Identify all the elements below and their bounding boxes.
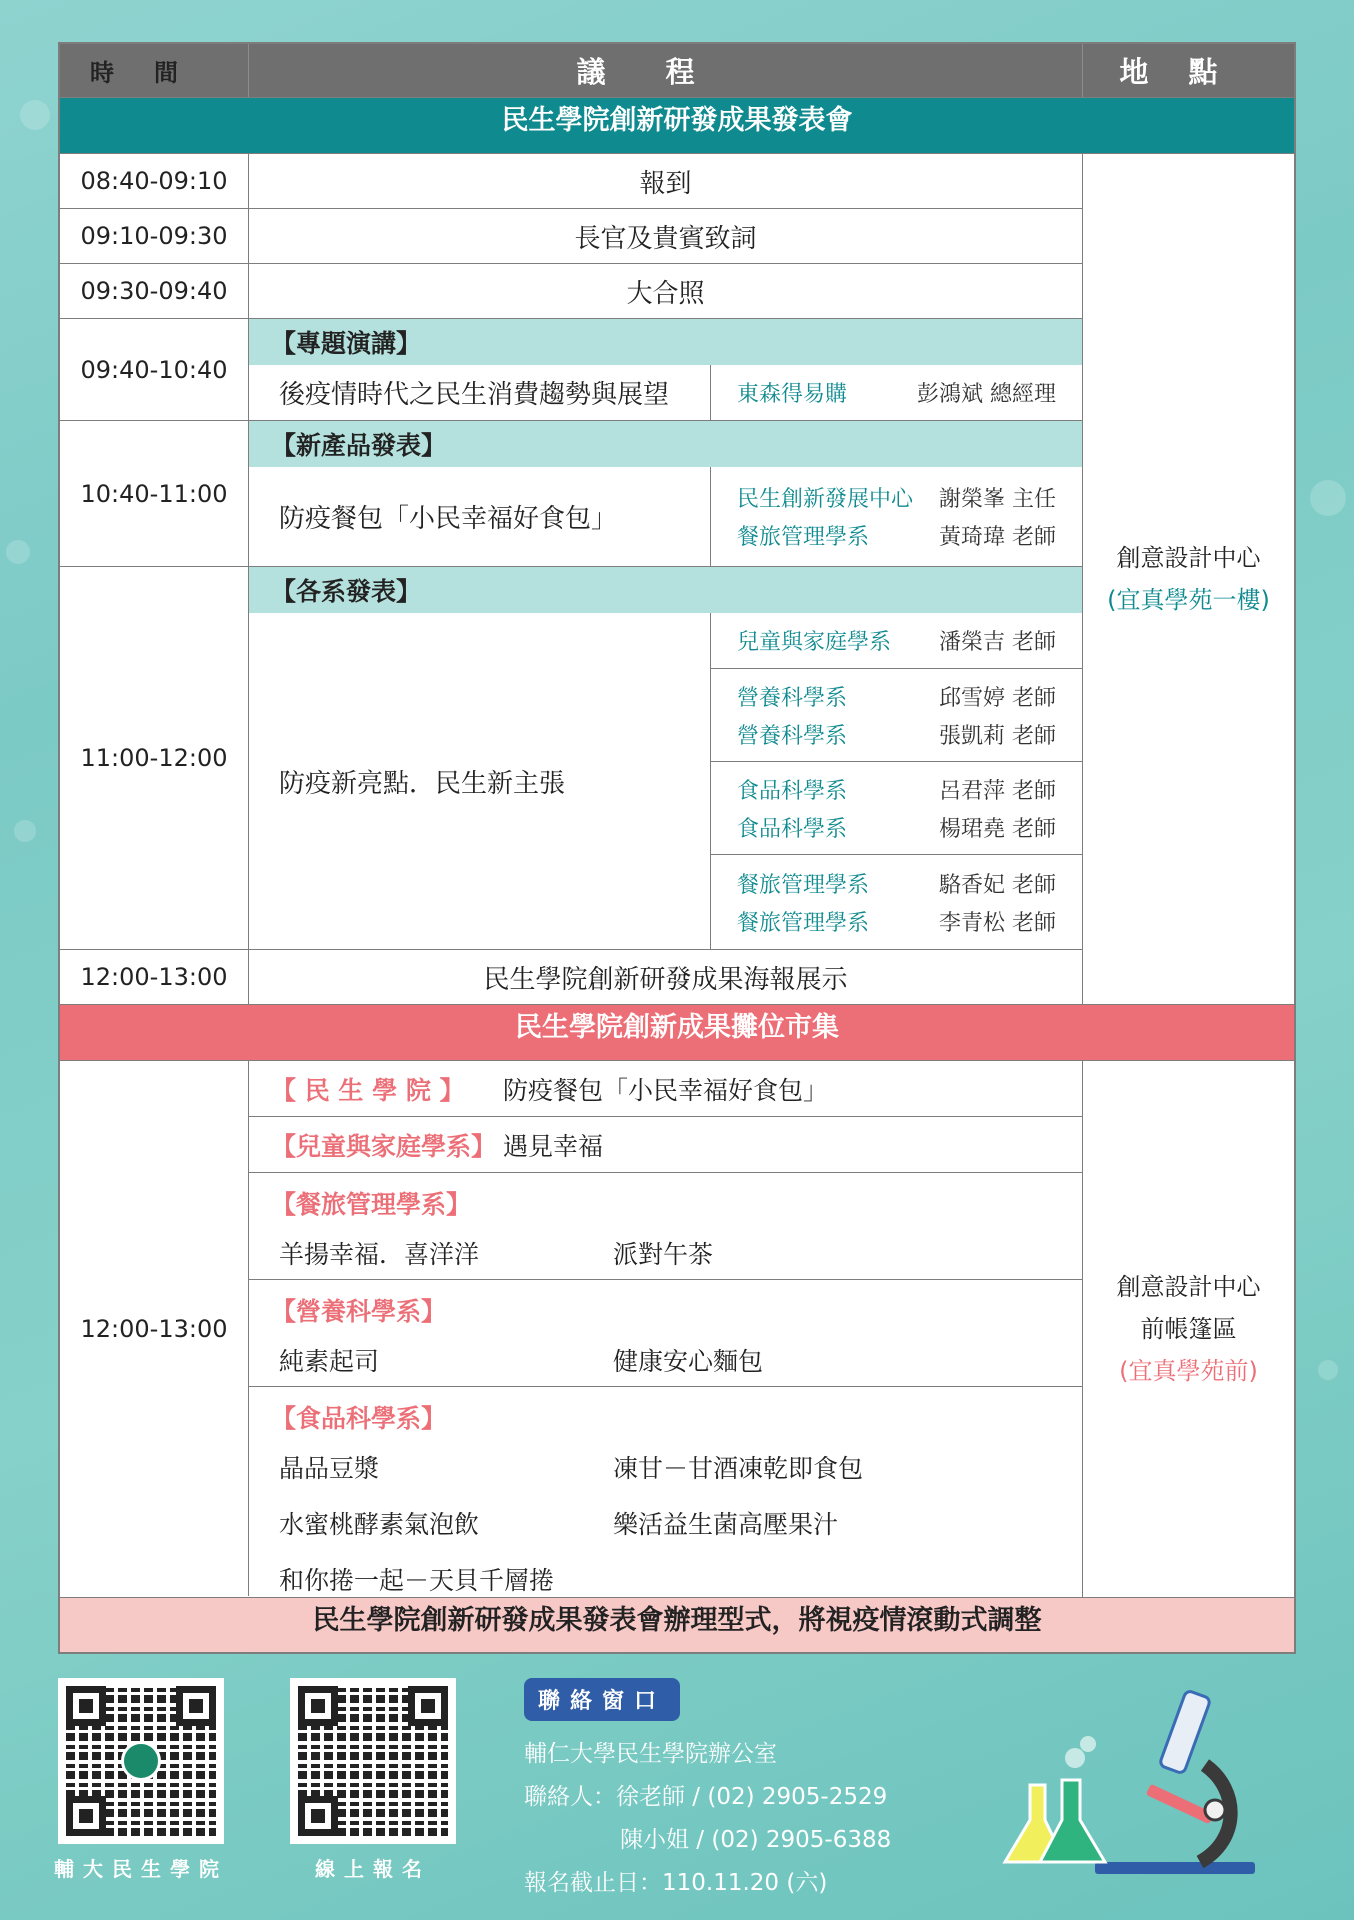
section2-place xyxy=(1083,1061,1294,1597)
qr-code-registration[interactable] xyxy=(290,1678,456,1844)
vapor-bubble xyxy=(1080,1736,1096,1752)
qr-caption-college: 輔大民生學院 xyxy=(54,1857,228,1881)
place-name: 創意設計中心 xyxy=(1116,1273,1261,1301)
market-item: 派對午茶 xyxy=(613,1240,714,1269)
contact-block xyxy=(524,1678,891,1897)
microscope-knob xyxy=(1205,1800,1225,1820)
market-food xyxy=(249,1387,1082,1597)
table-row xyxy=(60,264,1082,319)
notice-banner: 民生學院創新研發成果發表會辦理型式，將視疫情滾動式調整 xyxy=(60,1598,1294,1652)
keynote-speaker xyxy=(711,365,1082,420)
place-area: 前帳篷區 xyxy=(1140,1315,1237,1343)
table-header xyxy=(60,44,1294,98)
speaker-dept: 營養科學系 xyxy=(737,723,848,749)
market-family xyxy=(249,1117,1082,1173)
product-title: 防疫餐包「小民幸福好食包」 xyxy=(249,467,711,566)
place-name: 創意設計中心 xyxy=(1116,544,1261,572)
background-bubble xyxy=(1310,480,1346,516)
market-item: 防疫餐包「小民幸福好食包」 xyxy=(503,1075,829,1105)
contact-person-1: 聯絡人：徐老師 / (02) 2905-2529 xyxy=(524,1784,888,1810)
section2-body xyxy=(60,1061,1294,1598)
agenda-cell: 民生學院創新研發成果海報展示 xyxy=(483,964,848,995)
time-cell: 09:30-09:40 xyxy=(60,264,249,318)
contact-office: 輔仁大學民生學院辦公室 xyxy=(524,1741,777,1767)
depts-tag: 【各系發表】 xyxy=(249,567,1082,613)
market-dept-heading: 【兒童與家庭學系】 xyxy=(271,1131,497,1161)
speaker-group xyxy=(711,613,1082,669)
speaker-name: 楊珺堯 老師 xyxy=(939,816,1056,842)
speaker-group xyxy=(711,855,1082,949)
market-item: 和你捲一起－天貝千層捲 xyxy=(279,1566,555,1595)
keynote-tag: 【專題演講】 xyxy=(249,319,1082,365)
market-dept-heading: 【食品科學系】 xyxy=(271,1404,447,1433)
market-list xyxy=(249,1061,1083,1597)
market-item: 晶品豆漿 xyxy=(279,1454,380,1483)
agenda-cell: 大合照 xyxy=(626,278,705,309)
depts-row xyxy=(60,567,1082,950)
speaker-name: 邱雪婷 老師 xyxy=(939,685,1056,711)
market-dept-heading: 【餐旅管理學系】 xyxy=(271,1190,472,1219)
keynote-row xyxy=(60,319,1082,421)
speaker-dept: 食品科學系 xyxy=(737,816,848,842)
section1-banner: 民生學院創新研發成果發表會 xyxy=(60,98,1294,154)
agenda-cell: 長官及貴賓致詞 xyxy=(574,223,757,254)
contact-label: 聯絡窗口 xyxy=(524,1678,680,1721)
place-building: (宜真學苑前) xyxy=(1119,1357,1258,1385)
market-dept-heading: 【 民 生 學 院 】 xyxy=(271,1075,465,1105)
market-item: 健康安心麵包 xyxy=(613,1347,764,1376)
lab-equipment-icon xyxy=(1000,1680,1270,1880)
speaker-name: 呂君萍 老師 xyxy=(939,778,1056,804)
speaker-group xyxy=(711,762,1082,855)
background-bubble xyxy=(14,820,36,842)
speaker-dept: 餐旅管理學系 xyxy=(737,910,870,936)
college-logo-icon xyxy=(121,1741,161,1781)
speaker-dept: 東森得易購 xyxy=(737,382,848,407)
header-time: 時間 xyxy=(60,44,249,97)
speaker-dept: 民生創新發展中心 xyxy=(737,487,914,512)
market-item: 遇見幸福 xyxy=(503,1131,604,1161)
speaker-name: 潘榮吉 老師 xyxy=(939,630,1056,655)
time-cell: 09:40-10:40 xyxy=(60,319,249,420)
keynote-title: 後疫情時代之民生消費趨勢與展望 xyxy=(249,365,711,420)
speaker-name: 張凱莉 老師 xyxy=(939,723,1056,749)
microscope-tube xyxy=(1159,1690,1211,1774)
market-item: 水蜜桃酵素氣泡飲 xyxy=(279,1510,480,1539)
speaker-name: 謝榮峯 主任 xyxy=(939,487,1056,512)
time-cell: 11:00-12:00 xyxy=(60,567,249,949)
section1-place xyxy=(1083,154,1294,1004)
background-bubble xyxy=(6,540,30,564)
market-dept-heading: 【營養科學系】 xyxy=(271,1297,447,1326)
speaker-name: 李青松 老師 xyxy=(939,910,1056,936)
time-cell: 12:00-13:00 xyxy=(60,1061,249,1596)
speaker-group xyxy=(711,669,1082,762)
market-college xyxy=(249,1061,1082,1117)
time-cell: 12:00-13:00 xyxy=(60,950,249,1004)
poster-row xyxy=(60,950,1082,1004)
speaker-name: 駱香妃 老師 xyxy=(939,872,1056,898)
market-hospitality xyxy=(249,1173,1082,1280)
microscope-base xyxy=(1095,1862,1255,1874)
speaker-dept: 營養科學系 xyxy=(737,685,848,711)
vapor-bubble xyxy=(1065,1748,1085,1768)
qr-code-college[interactable] xyxy=(58,1678,224,1844)
time-cell: 08:40-09:10 xyxy=(60,154,249,208)
product-speakers xyxy=(711,467,1082,566)
product-tag: 【新產品發表】 xyxy=(249,421,1082,467)
section1-body xyxy=(60,154,1294,1005)
qr-caption-registration: 線上報名 xyxy=(315,1857,431,1881)
registration-deadline: 報名截止日：110.11.20 (六) xyxy=(524,1870,828,1896)
speaker-name: 彭鴻斌 總經理 xyxy=(917,382,1056,407)
schedule-table xyxy=(58,42,1296,1654)
section1-rows xyxy=(60,154,1083,1004)
speaker-name: 黃琦瑋 老師 xyxy=(939,525,1056,550)
microscope-stage xyxy=(1146,1784,1215,1824)
product-row xyxy=(60,421,1082,567)
table-row xyxy=(60,209,1082,264)
market-item: 羊揚幸福．喜洋洋 xyxy=(279,1240,480,1269)
header-agenda: 議程 xyxy=(249,44,1083,97)
place-building: (宜真學苑一樓) xyxy=(1107,586,1270,614)
table-row xyxy=(60,154,1082,209)
market-nutrition xyxy=(249,1280,1082,1387)
depts-speakers xyxy=(711,613,1082,949)
background-bubble xyxy=(1318,1360,1338,1380)
time-cell: 09:10-09:30 xyxy=(60,209,249,263)
agenda-cell: 報到 xyxy=(639,168,692,199)
section2-banner: 民生學院創新成果攤位市集 xyxy=(60,1005,1294,1061)
market-item: 凍甘－甘酒凍乾即食包 xyxy=(613,1454,864,1483)
speaker-dept: 食品科學系 xyxy=(737,778,848,804)
market-item: 樂活益生菌高壓果汁 xyxy=(613,1510,839,1539)
speaker-dept: 餐旅管理學系 xyxy=(737,872,870,898)
header-place: 地點 xyxy=(1119,55,1258,89)
speaker-dept: 餐旅管理學系 xyxy=(737,525,870,550)
green-flask xyxy=(1040,1780,1105,1862)
market-item: 純素起司 xyxy=(279,1347,380,1376)
speaker-dept: 兒童與家庭學系 xyxy=(737,630,892,655)
contact-person-2: 陳小姐 / (02) 2905-6388 xyxy=(620,1827,892,1853)
depts-title: 防疫新亮點．民生新主張 xyxy=(249,613,711,949)
time-cell: 10:40-11:00 xyxy=(60,421,249,566)
background-bubble xyxy=(20,100,50,130)
